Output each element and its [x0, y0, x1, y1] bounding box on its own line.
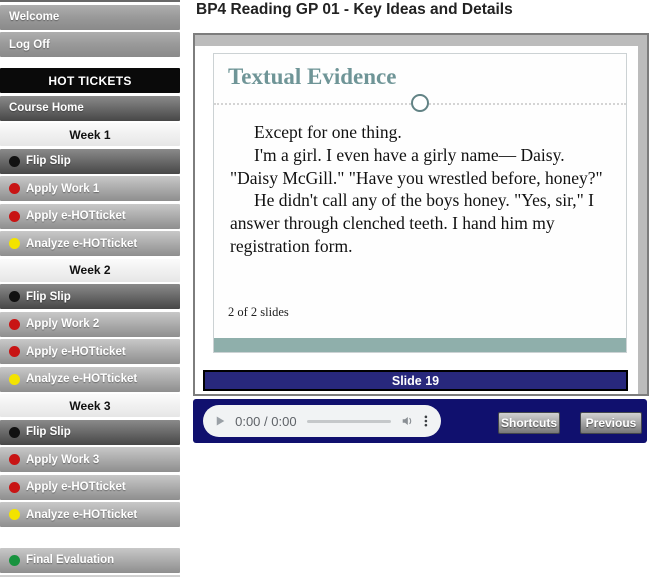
sidebar-item-label: Log Off — [9, 38, 50, 51]
previous-button[interactable]: Previous — [580, 412, 642, 434]
sidebar-item-label: Flip Slip — [26, 290, 71, 303]
sidebar-item-analyze-ehotticket-week3[interactable] — [0, 502, 180, 527]
red-status-dot-icon — [9, 454, 20, 465]
slide — [213, 53, 627, 353]
sidebar-item-partial-top — [0, 0, 180, 2]
yellow-status-dot-icon — [9, 374, 20, 385]
red-status-dot-icon — [9, 346, 20, 357]
black-status-dot-icon — [9, 427, 20, 438]
sidebar-item-apply-work-2[interactable] — [0, 312, 180, 337]
yellow-status-dot-icon — [9, 238, 20, 249]
sidebar — [0, 0, 180, 577]
shortcuts-button[interactable]: Shortcuts — [498, 412, 560, 434]
slide-accent-band — [214, 338, 626, 352]
sidebar-item-final-evaluation[interactable] — [0, 548, 180, 573]
week-header-label: Week 3 — [69, 398, 111, 413]
sidebar-item-flip-slip-week3[interactable] — [0, 420, 180, 445]
slide-count: 2 of 2 slides — [228, 305, 289, 319]
sidebar-item-course-home[interactable] — [0, 96, 180, 121]
sidebar-item-label: Apply Work 1 — [26, 182, 100, 195]
sidebar-item-label: Analyze e-HOTticket — [26, 508, 138, 521]
red-status-dot-icon — [9, 482, 20, 493]
sidebar-item-label: Apply Work 3 — [26, 453, 100, 466]
player-bar — [193, 399, 647, 443]
slide-paragraph: I'm a girl. I even have a girly name— Daisy. "Daisy McGill." "Have you wrestled before, honey?" — [230, 144, 603, 188]
sidebar-item-label: Apply Work 2 — [26, 318, 100, 330]
sidebar-item-flip-slip-week2[interactable] — [0, 284, 180, 309]
black-status-dot-icon — [9, 291, 20, 302]
slide-divider — [214, 95, 626, 113]
sidebar-item-apply-ehotticket-week2[interactable] — [0, 339, 180, 364]
sidebar-spacer — [0, 60, 180, 69]
play-icon[interactable] — [216, 414, 225, 428]
slide-viewer-frame — [193, 33, 649, 396]
hot-tickets-header — [0, 68, 180, 93]
sidebar-item-log-off[interactable] — [0, 32, 180, 57]
audio-progress-bar[interactable] — [307, 420, 391, 423]
volume-icon[interactable] — [401, 413, 415, 429]
sidebar-item-label: Final Evaluation — [26, 554, 115, 566]
week-header-label: Week 1 — [69, 127, 111, 142]
black-status-dot-icon — [9, 156, 20, 167]
audio-time: 0:00 / 0:00 — [235, 413, 297, 429]
sidebar-item-apply-work-1[interactable] — [0, 176, 180, 201]
sidebar-item-label: Apply e-HOTticket — [26, 481, 126, 493]
hot-tickets-label: HOT TICKETS — [48, 73, 132, 88]
sidebar-item-flip-slip-week1[interactable] — [0, 149, 180, 174]
sidebar-item-apply-ehotticket-week1[interactable] — [0, 204, 180, 229]
sidebar-item-apply-work-3[interactable] — [0, 447, 180, 472]
sidebar-item-label: Analyze e-HOTticket — [26, 237, 138, 250]
circle-ornament-icon — [411, 94, 429, 112]
sidebar-item-apply-ehotticket-week3[interactable] — [0, 475, 180, 500]
week-1-header — [0, 123, 180, 146]
week-3-header — [0, 394, 180, 417]
sidebar-item-analyze-ehotticket-week1[interactable] — [0, 231, 180, 256]
sidebar-item-analyze-ehotticket-week2[interactable] — [0, 367, 180, 392]
sidebar-item-label: Flip Slip — [26, 155, 71, 167]
viewer-right-strip — [638, 35, 647, 394]
green-status-dot-icon — [9, 555, 20, 566]
sidebar-item-label: Welcome — [9, 11, 60, 23]
sidebar-item-welcome[interactable] — [0, 5, 180, 30]
sidebar-spacer — [0, 530, 180, 548]
slide-number-bar — [203, 370, 628, 391]
slide-number-label: Slide 19 — [391, 373, 440, 388]
slide-body — [230, 121, 610, 258]
slide-heading: Textual Evidence — [228, 64, 397, 89]
sidebar-item-label: Apply e-HOTticket — [26, 210, 126, 222]
red-status-dot-icon — [9, 211, 20, 222]
red-status-dot-icon — [9, 319, 20, 330]
slide-paragraph: He didn't call any of the boys honey. "Yes, sir," I answer through clenched teeth. I hand him my registration form. — [230, 190, 594, 256]
viewer-top-strip — [195, 35, 647, 46]
slide-paragraph: Except for one thing. — [254, 122, 402, 142]
sidebar-item-label: Apply e-HOTticket — [26, 345, 126, 358]
sidebar-item-label: Flip Slip — [26, 426, 71, 438]
week-header-label: Week 2 — [69, 263, 111, 277]
sidebar-item-label: Course Home — [9, 102, 84, 114]
yellow-status-dot-icon — [9, 509, 20, 520]
week-2-header — [0, 259, 180, 282]
kebab-menu-icon[interactable] — [424, 413, 428, 429]
audio-player[interactable] — [203, 405, 441, 437]
red-status-dot-icon — [9, 183, 20, 194]
sidebar-item-label: Analyze e-HOTticket — [26, 373, 138, 385]
page-title: BP4 Reading GP 01 - Key Ideas and Details — [196, 1, 513, 18]
